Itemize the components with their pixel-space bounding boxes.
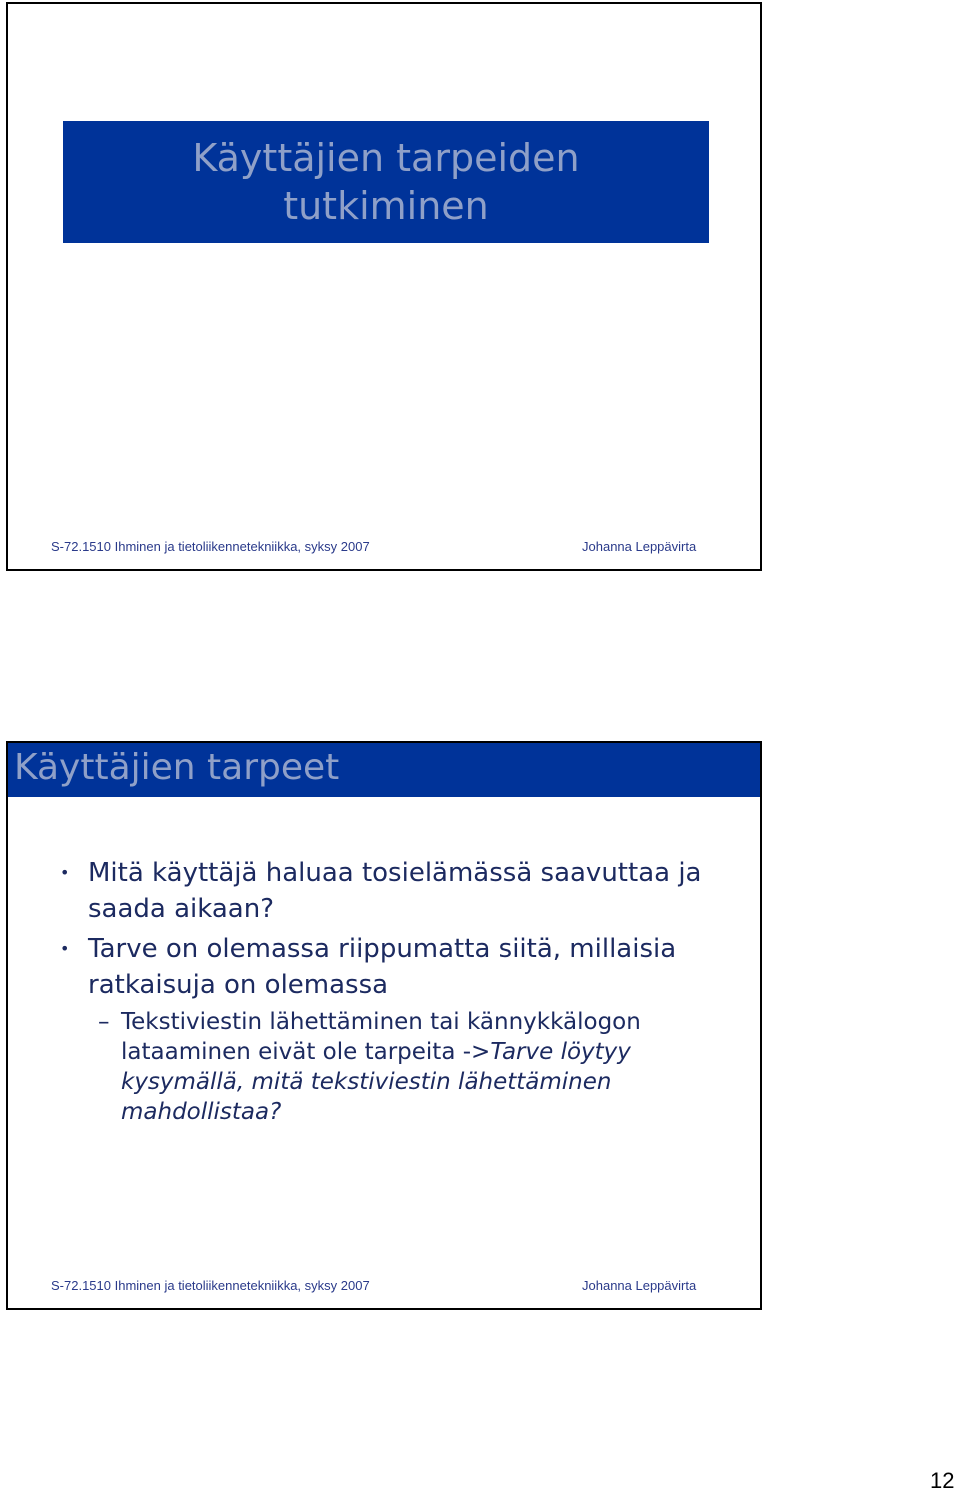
slide-2-footer-author: Johanna Leppävirta (582, 1278, 697, 1293)
bullet-dot-icon: • (60, 863, 70, 882)
sub-bullet-italic-text: Tarve löytyy kysymällä, mitä tekstiviestin lähettäminen mahdollistaa? (121, 1039, 631, 1125)
page-number: 12 (930, 1468, 955, 1493)
sub-bullet-item (58, 1007, 708, 1127)
slide-2-title: Käyttäjien tarpeet (14, 747, 340, 788)
bullet-text: Mitä käyttäjä haluaa tosielämässä saavuttaa ja saada aikaan? (88, 858, 702, 924)
slide-2-title-bar (8, 743, 760, 797)
slide-2-footer-course: S-72.1510 Ihminen ja tietoliikennetekniikka, syksy 2007 (51, 1278, 370, 1293)
bullet-item (58, 855, 708, 927)
slide-1 (6, 2, 762, 571)
slide-1-footer-course: S-72.1510 Ihminen ja tietoliikennetekniikka, syksy 2007 (51, 539, 370, 554)
slide-2 (6, 741, 762, 1310)
sub-bullet-text: Tekstiviestin lähettäminen tai kännykkälogon lataaminen eivät ole tarpeita -> (121, 1009, 641, 1065)
bullet-dot-icon: • (60, 939, 70, 958)
slide-1-title: Käyttäjien tarpeiden tutkiminen (192, 136, 580, 228)
slide-1-title-box (63, 121, 709, 243)
dash-icon: – (98, 1009, 110, 1035)
slide-1-footer-author: Johanna Leppävirta (582, 539, 697, 554)
bullet-item (58, 931, 708, 1003)
bullet-list (58, 855, 708, 1127)
bullet-text: Tarve on olemassa riippumatta siitä, millaisia ratkaisuja on olemassa (88, 934, 677, 1000)
